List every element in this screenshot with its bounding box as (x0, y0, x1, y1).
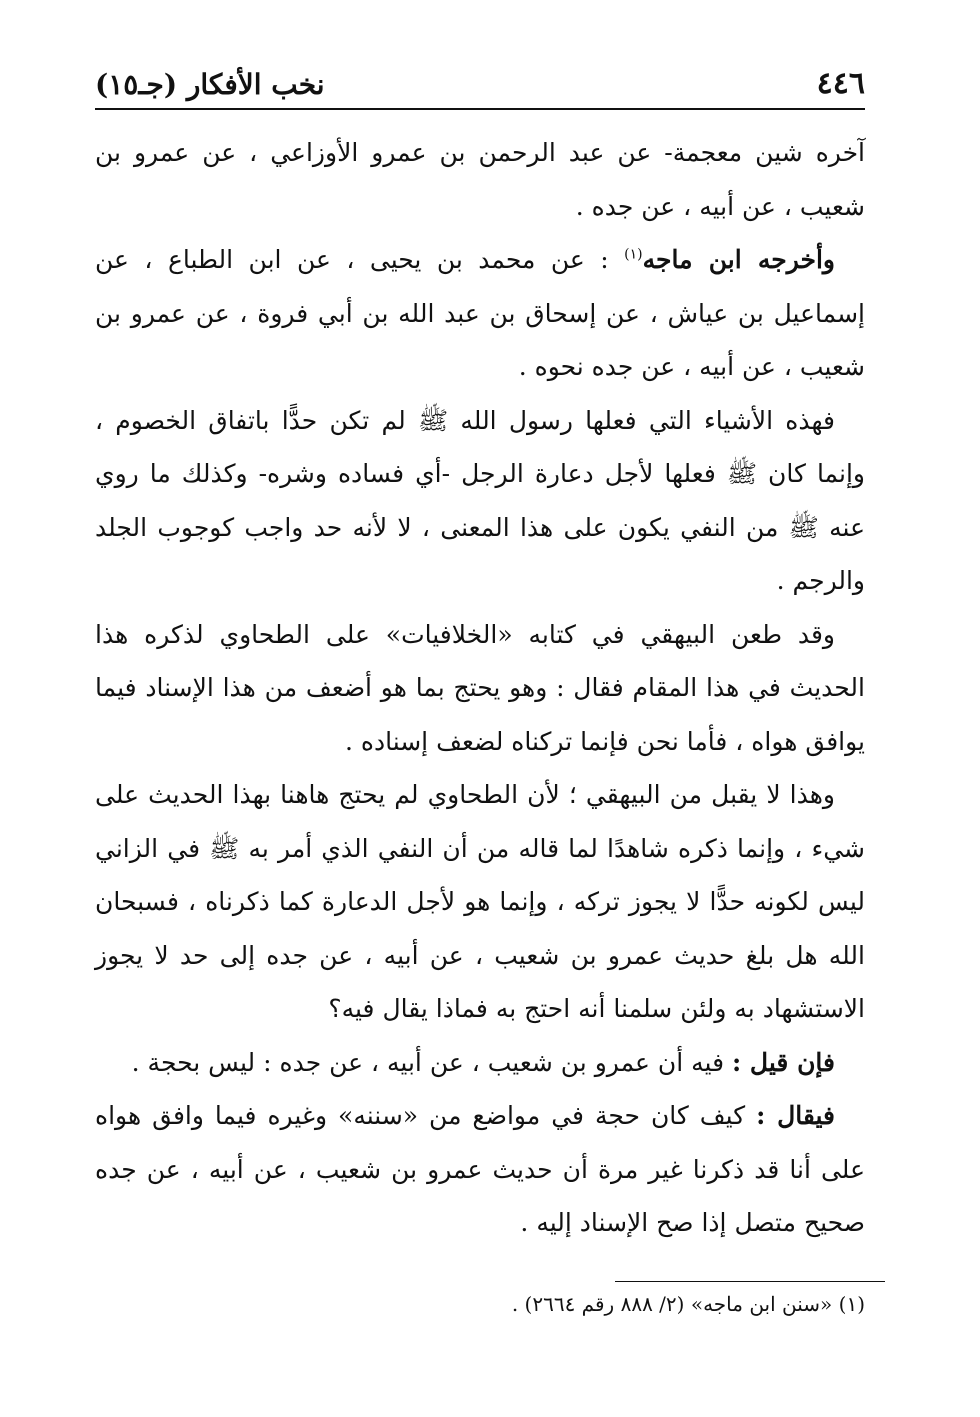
paragraph-7 (95, 1089, 865, 1250)
paragraph-6-text: فيه أن عمرو بن شعيب ، عن أبيه ، عن جده : ليس بحجة . (131, 1047, 732, 1077)
footnote-divider (615, 1281, 885, 1282)
footnote-reference[interactable]: (١) (624, 246, 643, 263)
paragraph-2 (95, 233, 865, 394)
paragraph-7-lead: فيقال : (756, 1101, 835, 1130)
paragraph-1: آخره شين معجمة- عن عبد الرحمن بن عمرو الأوزاعي ، عن عمرو بن شعيب ، عن أبيه ، عن جده . (95, 138, 865, 221)
paragraph-2-lead: وأخرجه ابن ماجه (642, 245, 835, 274)
body-text (95, 126, 865, 1250)
paragraph-6 (95, 1036, 865, 1090)
page-header (95, 60, 865, 110)
paragraph-3: فهذه الأشياء التي فعلها رسول الله ﷺ لم تكن حدًّا باتفاق الخصوم ، وإنما كان ﷺ فعلها لأجل دعارة الرجل -أي فساده وشره- وكذلك ما روي عنه ﷺ من النفي يكون على هذا المعنى ، لا لأنه حد واجب كوجوب الجلد والرجم . (95, 405, 865, 595)
page-number: ٤٤٦ (816, 66, 865, 101)
paragraph-2-text: : عن محمد بن يحيى ، عن ابن الطباع ، عن إسماعيل بن عياش ، عن إسحاق بن عبد الله بن أبي فروة ، عن عمرو بن شعيب ، عن أبيه ، عن جده نحوه . (95, 245, 865, 381)
paragraph-4: وقد طعن البيهقي في كتابه «الخلافيات» على الطحاوي لذكره هذا الحديث في هذا المقام فقال : وهو يحتج بما هو أضعف من هذا الإسناد فيما يوافق هواه ، فأما نحن فإنما تركناه لضعف إسناده . (95, 619, 865, 756)
book-page (95, 60, 865, 1250)
running-title: نخب الأفكار (جـ١٥) (95, 68, 325, 101)
paragraph-7-text: كيف كان حجة في مواضع من «سننه» وغيره فيما وافق هواه على أنا قد ذكرنا غير مرة أن حديث عمرو بن شعيب ، عن أبيه ، عن جده صحيح متصل إذا صح الإسناد إليه . (95, 1101, 865, 1237)
paragraph-5: وهذا لا يقبل من البيهقي ؛ لأن الطحاوي لم يحتج هاهنا بهذا الحديث على شيء ، وإنما ذكره شاهدًا لما قاله من أن النفي الذي أمر به ﷺ في الزاني ليس لكونه حدًّا لا يجوز تركه ، وإنما هو لأجل الدعارة كما ذكرناه ، فسبحان الله هل بلغ حديث عمرو بن شعيب ، عن أبيه ، عن جده إلى حد لا يجوز الاستشهاد به ولئن سلمنا أنه احتج به فماذا يقال فيه؟ (95, 780, 865, 1023)
footnote: (١) «سنن ابن ماجه» (٢/ ٨٨٨ رقم ٢٦٦٤) . (511, 1292, 865, 1316)
paragraph-6-lead: فإن قيل : (732, 1047, 835, 1077)
